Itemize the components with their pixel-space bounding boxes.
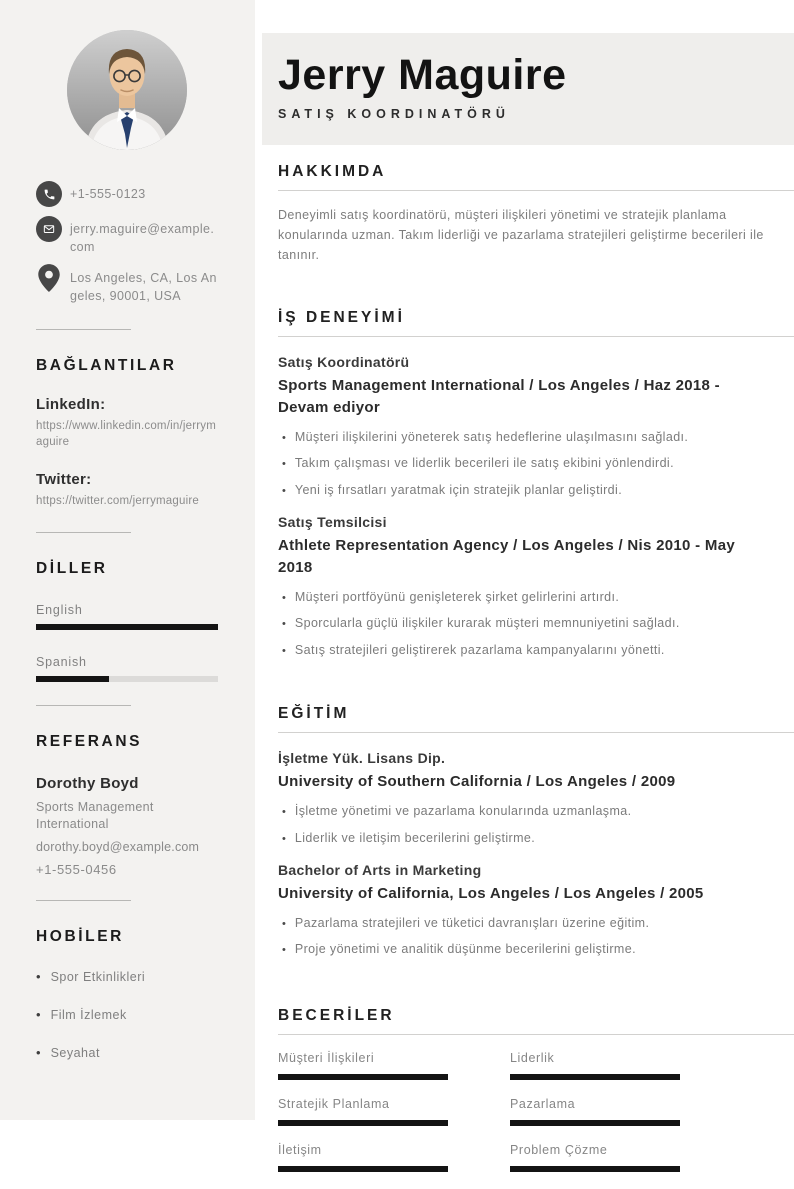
hobbies-heading: HOBİLER [36,927,124,945]
bullet-dot-icon: • [282,644,286,657]
bullet-dot-icon: • [282,832,286,845]
experience-entry [278,514,794,659]
bullet-dot-icon: • [282,917,286,930]
degree-title: İşletme Yük. Lisans Dip. [278,750,446,767]
sidebar-divider [36,532,131,533]
profile-photo [67,30,187,150]
job-title: Satış Koordinatörü [278,354,410,371]
job-meta: Sports Management International / Los Angeles / Haz 2018 - Devam ediyor [278,377,720,416]
hobby-item: • Seyahat [36,1044,100,1060]
reference-company: Sports Management International [36,799,154,832]
job-bullets [278,429,768,500]
skill-bar-fill [278,1120,448,1126]
hobby-list [36,969,218,1060]
linkedin-label: LinkedIn: [36,395,106,413]
education-heading: EĞİTİM [278,705,350,723]
skill-item: Problem Çözme [510,1143,680,1172]
education-entry [278,750,794,847]
about-heading: HAKKIMDA [278,163,387,180]
bullet-dot-icon: • [36,968,41,984]
contact-block [36,181,218,306]
hobby-item: • Spor Etkinlikleri [36,968,146,984]
skill-bar-fill [278,1166,448,1172]
bullet-dot-icon: • [36,1006,41,1022]
phone-value: +1-555-0123 [70,187,146,201]
person-name: Jerry Maguire [278,51,567,99]
section-skills [278,1007,794,1189]
section-education [278,705,794,959]
degree-bullets [278,803,768,847]
person-job-title: SATIŞ KOORDINATÖRÜ [278,107,510,122]
heading-rule [278,190,794,191]
skill-item: Stratejik Planlama [278,1097,448,1126]
language-bar-fill [36,624,218,630]
about-text: Deneyimli satış koordinatörü, müşteri ilişkileri yönetimi ve stratejik planlama konularında uzman. Takım liderliği ve pazarlama stratejileri geliştirme becerileri ile tanınır. [278,208,764,262]
bullet-dot-icon: • [282,591,286,604]
bullet-item: • Proje yönetimi ve analitik düşünme becerilerini geliştirme. [282,942,636,957]
skill-bar-fill [510,1074,680,1080]
link-item-twitter [36,471,218,509]
bullet-dot-icon: • [282,458,286,471]
phone-icon [36,181,62,207]
bullet-dot-icon: • [36,1044,41,1060]
location-pin-icon [36,265,62,291]
bullet-dot-icon: • [282,944,286,957]
bullet-item: • Pazarlama stratejileri ve tüketici davranışları üzerine eğitim. [282,915,650,930]
linkedin-url[interactable]: https://www.linkedin.com/in/jerrymaguire [36,419,216,448]
reference-heading: REFERANS [36,732,143,750]
degree-meta: University of California, Los Angeles / Los Angeles / 2005 [278,885,704,902]
skill-item: İletişim [278,1143,448,1172]
header-band [262,33,794,145]
job-bullets [278,589,768,660]
experience-entry [278,354,794,499]
bullet-item: • Yeni iş fırsatları yaratmak için stratejik planlar geliştirdi. [282,482,623,497]
bullet-item: • İşletme yönetimi ve pazarlama konularında uzmanlaşma. [282,804,632,818]
education-entry [278,862,794,959]
links-heading: BAĞLANTILAR [36,356,177,374]
hobby-item: • Film İzlemek [36,1006,127,1022]
language-bar-track [36,624,218,630]
job-title: Satış Temsilcisi [278,514,387,531]
language-bar-track [36,676,218,682]
language-name: Spanish [36,654,87,669]
language-bar-fill [36,676,109,682]
bullet-dot-icon: • [282,431,286,444]
language-item [36,603,218,630]
location-value: Los Angeles, CA, Los Angeles, 90001, USA [70,271,217,304]
contact-email-row [36,216,218,256]
section-about [278,163,794,265]
job-meta: Athlete Representation Agency / Los Angeles / Nis 2010 - May 2018 [278,537,736,576]
skill-item: Pazarlama [510,1097,680,1126]
reference-email: dorothy.boyd@example.com [36,839,200,854]
languages-heading: DİLLER [36,559,108,577]
skill-item: Müşteri İlişkileri [278,1051,448,1080]
skill-bar-track [278,1074,448,1080]
portrait-illustration [67,30,187,150]
heading-rule [278,336,794,337]
twitter-url[interactable]: https://twitter.com/jerrymaguire [36,494,199,507]
skill-bar-track [510,1166,680,1172]
section-experience [278,309,794,659]
sidebar-divider [36,705,131,706]
experience-heading: İŞ DENEYİMİ [278,309,405,327]
bullet-item: • Müşteri portföyünü genişleterek şirket gelirlerini artırdı. [282,589,620,604]
heading-rule [278,732,794,733]
link-item-linkedin [36,396,218,450]
skill-bar-fill [510,1120,680,1126]
degree-meta: University of Southern California / Los Angeles / 2009 [278,773,676,791]
email-value: jerry.maguire@example.com [70,222,215,255]
bullet-item: • Takım çalışması ve liderlik becerileri ile satış ekibini yönlendirdi. [282,456,674,471]
heading-rule [278,1034,794,1035]
bullet-item: • Müşteri ilişkilerini yöneterek satış hedeflerine ulaşılmasını sağladı. [282,429,689,444]
language-name: English [36,602,83,617]
skill-bar-track [278,1166,448,1172]
bullet-dot-icon: • [282,806,286,818]
sidebar-divider [36,329,131,330]
bullet-dot-icon: • [282,484,286,497]
envelope-icon [36,216,62,242]
skills-heading: BECERİLER [278,1006,395,1024]
twitter-label: Twitter: [36,470,92,488]
skill-bar-fill [278,1074,448,1080]
degree-bullets [278,915,768,959]
bullet-item: • Satış stratejileri geliştirerek pazarlama kampanyalarını yönetti. [282,642,665,657]
main-content [255,0,794,1157]
sidebar-divider [36,900,131,901]
contact-location-row [36,265,218,305]
bullet-item: • Liderlik ve iletişim becerilerini geliştirme. [282,830,536,845]
bullet-item: • Sporcularla güçlü ilişkiler kurarak müşteri memnuniyetini sağladı. [282,616,680,631]
reference-name: Dorothy Boyd [36,774,139,792]
bullet-dot-icon: • [282,618,286,631]
sidebar [0,0,255,1120]
contact-phone-row [36,181,218,207]
skill-bar-track [510,1074,680,1080]
skill-bar-track [510,1120,680,1126]
reference-phone: +1-555-0456 [36,861,117,877]
skill-bar-track [278,1120,448,1126]
language-item [36,655,218,682]
degree-title: Bachelor of Arts in Marketing [278,862,482,878]
skill-bar-fill [510,1166,680,1172]
skill-item: Liderlik [510,1051,680,1080]
